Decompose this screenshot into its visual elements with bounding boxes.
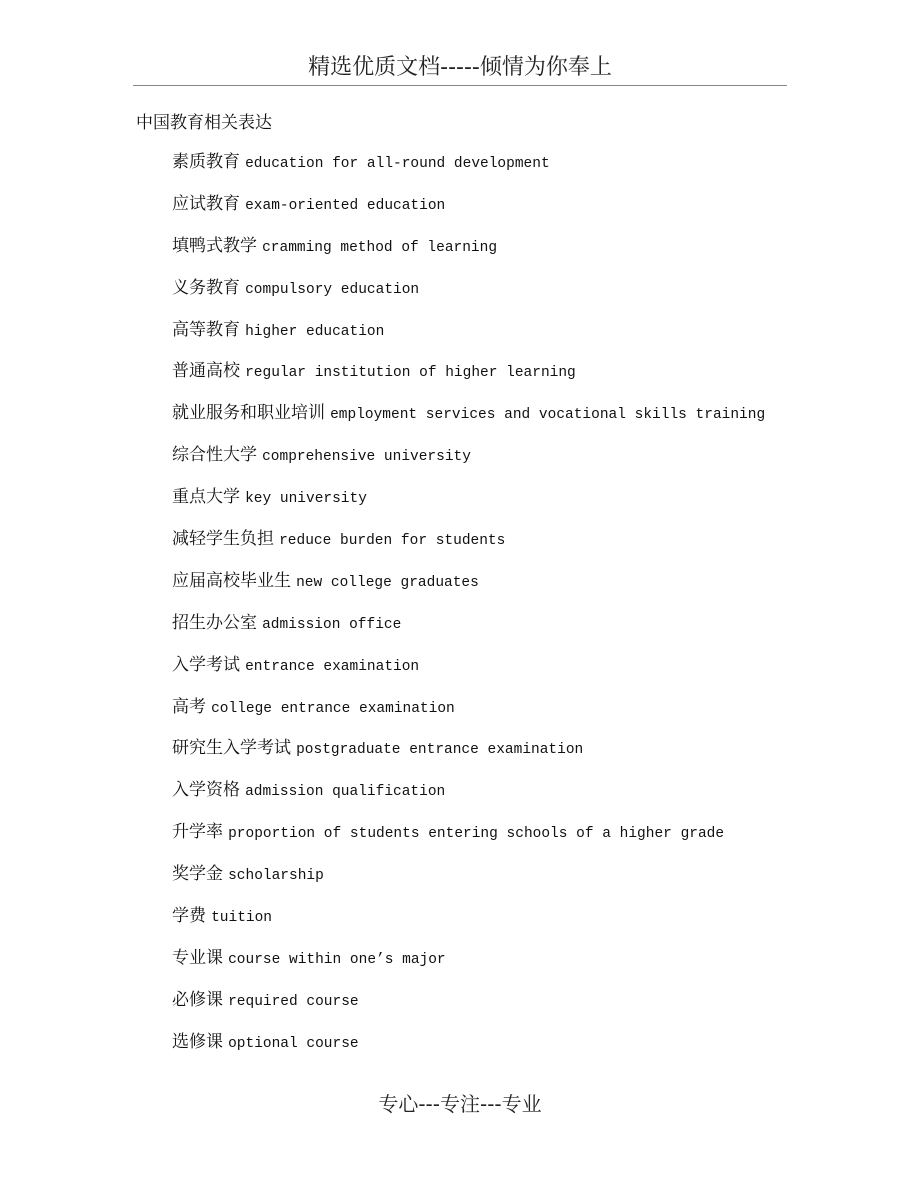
term-chinese: 义务教育 xyxy=(172,277,240,298)
term-english: employment services and vocational skills training xyxy=(330,407,766,424)
list-item xyxy=(172,695,765,737)
list-item xyxy=(172,276,765,318)
term-english: scholarship xyxy=(228,868,324,885)
list-item xyxy=(172,192,765,234)
list-item xyxy=(172,904,765,946)
term-english: entrance examination xyxy=(245,658,420,675)
list-item xyxy=(172,150,765,192)
term-chinese: 普通高校 xyxy=(172,361,240,382)
term-english: admission qualification xyxy=(245,784,446,801)
term-english: higher education xyxy=(245,323,385,340)
list-item xyxy=(172,234,765,276)
list-item xyxy=(172,820,765,862)
term-english: optional course xyxy=(228,1035,359,1052)
term-chinese: 研究生入学考试 xyxy=(172,738,291,759)
list-item xyxy=(172,1030,765,1072)
term-english: admission office xyxy=(262,616,402,633)
term-english: cramming method of learning xyxy=(262,239,498,256)
term-chinese: 就业服务和职业培训 xyxy=(172,403,325,424)
term-english: tuition xyxy=(211,910,273,927)
term-chinese: 应试教育 xyxy=(172,193,240,214)
term-english: postgraduate entrance examination xyxy=(296,742,584,759)
header-divider xyxy=(133,85,787,86)
list-item xyxy=(172,318,765,360)
list-item xyxy=(172,359,765,401)
term-english: reduce burden for students xyxy=(279,533,506,550)
term-chinese: 减轻学生负担 xyxy=(172,529,274,550)
term-english: exam-oriented education xyxy=(245,197,446,214)
term-chinese: 入学考试 xyxy=(172,654,240,675)
term-english: education for all-round development xyxy=(245,156,550,172)
term-chinese: 高考 xyxy=(172,696,206,717)
list-item xyxy=(172,443,765,485)
page-footer: 专心---专注---专业 xyxy=(378,1092,542,1116)
term-english: compulsory education xyxy=(245,281,420,298)
list-item xyxy=(172,946,765,988)
term-chinese: 奖学金 xyxy=(172,864,223,885)
term-english: proportion of students entering schools of a higher grade xyxy=(228,826,725,843)
list-item xyxy=(172,611,765,653)
term-english: comprehensive university xyxy=(262,449,471,466)
term-chinese: 选修课 xyxy=(172,1031,223,1052)
list-item xyxy=(172,569,765,611)
term-english: regular institution of higher learning xyxy=(245,365,576,382)
list-item xyxy=(172,401,765,443)
list-item xyxy=(172,485,765,527)
term-chinese: 升学率 xyxy=(172,822,223,843)
section-heading: 中国教育相关表达 xyxy=(136,113,272,133)
term-chinese: 学费 xyxy=(172,906,206,927)
list-item xyxy=(172,527,765,569)
term-chinese: 重点大学 xyxy=(172,487,240,508)
term-chinese: 填鸭式教学 xyxy=(172,235,257,256)
term-chinese: 综合性大学 xyxy=(172,445,257,466)
term-english: course within one’s major xyxy=(228,951,446,968)
term-english: new college graduates xyxy=(296,574,479,591)
term-chinese: 应届高校毕业生 xyxy=(172,570,291,591)
term-chinese: 招生办公室 xyxy=(172,612,257,633)
list-item xyxy=(172,778,765,820)
list-item xyxy=(172,862,765,904)
page-header: 精选优质文档-----倾情为你奉上 xyxy=(308,55,612,80)
term-english: key university xyxy=(245,491,367,508)
term-english: required course xyxy=(228,993,359,1010)
term-chinese: 高等教育 xyxy=(172,319,240,340)
list-item xyxy=(172,736,765,778)
term-chinese: 专业课 xyxy=(172,947,223,968)
list-item xyxy=(172,988,765,1030)
term-list xyxy=(172,150,765,1072)
term-chinese: 素质教育 xyxy=(172,152,240,172)
term-chinese: 必修课 xyxy=(172,989,223,1010)
term-chinese: 入学资格 xyxy=(172,780,240,801)
term-english: college entrance examination xyxy=(211,700,455,717)
list-item xyxy=(172,653,765,695)
